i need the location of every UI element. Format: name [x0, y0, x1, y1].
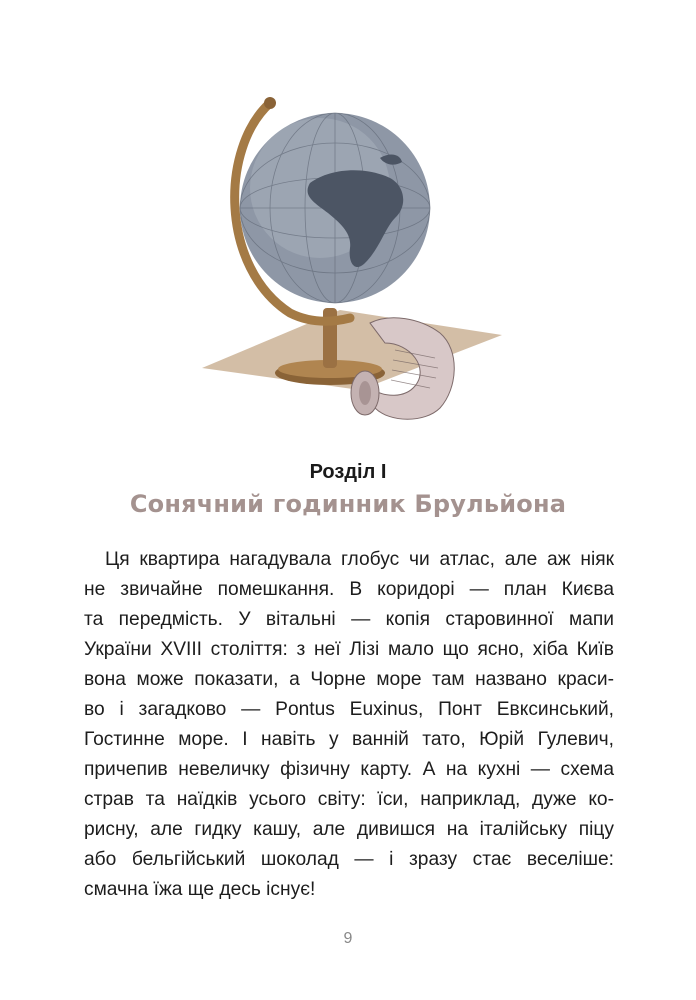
body-line: страв та наїдків усього світу: їси, наприклад, дуже ко-: [84, 789, 614, 810]
chapter-label: Розділ I: [309, 461, 387, 483]
meridian-knob: [264, 97, 276, 109]
body-line: рисну, але гидку кашу, але дивишся на італійську піцу: [84, 819, 614, 840]
chapter-title: Сонячний годинник Брульйона: [129, 490, 567, 518]
globe-illustration: [190, 88, 510, 448]
body-line: смачна їжа ще десь існує!: [84, 879, 316, 900]
body-line: во і загадково — Pontus Euxinus, Понт Евксинський,: [84, 699, 614, 720]
body-line: України XVIII століття: з неї Лізі мало що ясно, хіба Київ: [84, 639, 614, 660]
body-line: Ця квартира нагадувала глобус чи атлас, але аж ніяк: [105, 549, 614, 570]
body-line: причепив невеличку фізичну карту. А на кухні — схема: [84, 759, 614, 780]
body-line: Гостинне море. І навіть у ванній тато, Юрій Гулевич,: [84, 729, 614, 750]
body-line: або бельгійський шоколад — і зразу стає веселіше:: [84, 849, 614, 870]
body-paragraph: [84, 545, 614, 905]
globe-with-scroll-icon: [190, 88, 510, 448]
body-line: не звичайне помешкання. В коридорі — план Києва: [84, 579, 614, 600]
body-line: вона може показати, а Чорне море там названо краси-: [84, 669, 614, 690]
body-line: та передмість. У вітальні — копія старовинної мапи: [84, 609, 614, 630]
scroll-roll-core: [359, 381, 371, 405]
page-number: 9: [343, 930, 353, 947]
